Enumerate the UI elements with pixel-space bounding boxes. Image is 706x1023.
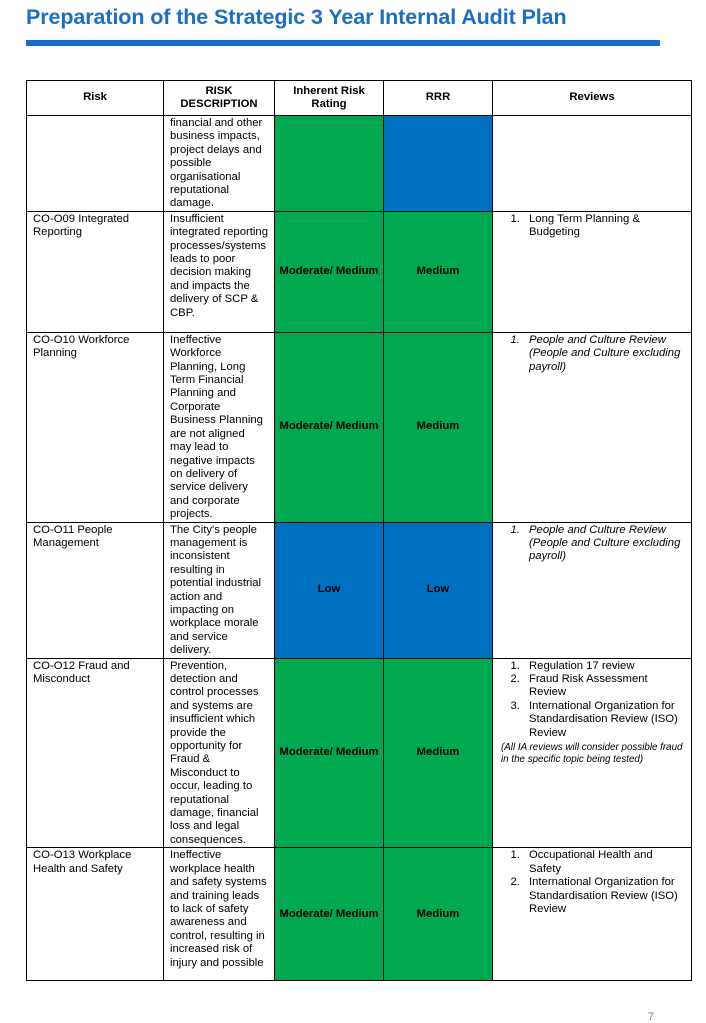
reviews-cell <box>493 116 692 212</box>
table-row <box>27 522 692 658</box>
reviews-list <box>501 334 687 374</box>
table-row <box>27 848 692 981</box>
description-cell: Ineffective workplace health and safety systems and training leads to lack of safety awareness and control, resulting in increased risk of injury and possible <box>164 848 275 981</box>
table-header-row <box>27 81 692 116</box>
rrr-cell: Medium <box>384 211 493 332</box>
description-cell: Ineffective Workforce Planning, Long Term Financial Planning and Corporate Business Planning are not aligned may lead to negative impacts on delivery of service delivery and corporate projects. <box>164 332 275 522</box>
table-row <box>27 116 692 212</box>
review-item: 2. Fraud Risk Assessment Review <box>523 673 687 700</box>
header-risk: Risk <box>27 81 164 116</box>
inherent-rating-cell: Moderate/ Medium <box>275 332 384 522</box>
review-item: 1. Long Term Planning & Budgeting <box>523 213 687 240</box>
reviews-list <box>501 213 687 240</box>
header-rrr: RRR <box>384 81 493 116</box>
rrr-cell: Medium <box>384 658 493 848</box>
inherent-rating-cell: Moderate/ Medium <box>275 211 384 332</box>
header-reviews: Reviews <box>493 81 692 116</box>
review-item: 1. Regulation 17 review <box>523 660 687 673</box>
reviews-list <box>501 524 687 564</box>
risk-cell: CO-O12 Fraud and Misconduct <box>27 658 164 848</box>
page-title: Preparation of the Strategic 3 Year Internal Audit Plan <box>26 5 567 29</box>
review-item: 1. People and Culture Review (People and Culture excluding payroll) <box>523 334 687 374</box>
review-item: 3. International Organization for Standardisation Review (ISO) Review <box>523 700 687 740</box>
inherent-rating-cell: Moderate/ Medium <box>275 658 384 848</box>
risk-cell <box>27 116 164 212</box>
risk-cell: CO-O10 Workforce Planning <box>27 332 164 522</box>
description-cell: Insufficient integrated reporting processes/systems leads to poor decision making and impacts the delivery of SCP & CBP. <box>164 211 275 332</box>
description-cell: Prevention, detection and control processes and systems are insufficient which provide the opportunity for Fraud & Misconduct to occur, leading to reputational damage, financial loss and legal consequences. <box>164 658 275 848</box>
table-row <box>27 658 692 848</box>
reviews-list <box>501 660 687 740</box>
risk-cell: CO-O11 People Management <box>27 522 164 658</box>
inherent-rating-cell <box>275 116 384 212</box>
reviews-cell <box>493 211 692 332</box>
page-number: 7 <box>647 1011 654 1023</box>
table-row <box>27 332 692 522</box>
review-item: 1. People and Culture Review (People and Culture excluding payroll) <box>523 524 687 564</box>
risk-cell: CO-O13 Workplace Health and Safety <box>27 848 164 981</box>
fraud-note: (All IA reviews will consider possible fraud in the specific topic being tested) <box>501 742 683 766</box>
rrr-cell: Low <box>384 522 493 658</box>
reviews-list <box>501 849 687 916</box>
audit-plan-table <box>26 80 692 981</box>
rrr-cell: Medium <box>384 848 493 981</box>
reviews-cell <box>493 658 692 848</box>
inherent-rating-cell: Low <box>275 522 384 658</box>
reviews-cell <box>493 332 692 522</box>
header-inherent-risk-rating: Inherent Risk Rating <box>275 81 384 116</box>
reviews-cell <box>493 522 692 658</box>
reviews-cell <box>493 848 692 981</box>
table-row <box>27 211 692 332</box>
header-risk-description: RISK DESCRIPTION <box>164 81 275 116</box>
rrr-cell: Medium <box>384 332 493 522</box>
rrr-cell <box>384 116 493 212</box>
inherent-rating-cell: Moderate/ Medium <box>275 848 384 981</box>
review-item: 2. International Organization for Standardisation Review (ISO) Review <box>523 876 687 916</box>
description-cell: The City's people management is inconsistent resulting in potential industrial action and impacting on workplace morale and service delivery. <box>164 522 275 658</box>
risk-cell: CO-O09 Integrated Reporting <box>27 211 164 332</box>
description-cell: financial and other business impacts, project delays and possible organisational reputational damage. <box>164 116 275 212</box>
title-underline <box>26 40 660 46</box>
review-item: 1. Occupational Health and Safety <box>523 849 687 876</box>
